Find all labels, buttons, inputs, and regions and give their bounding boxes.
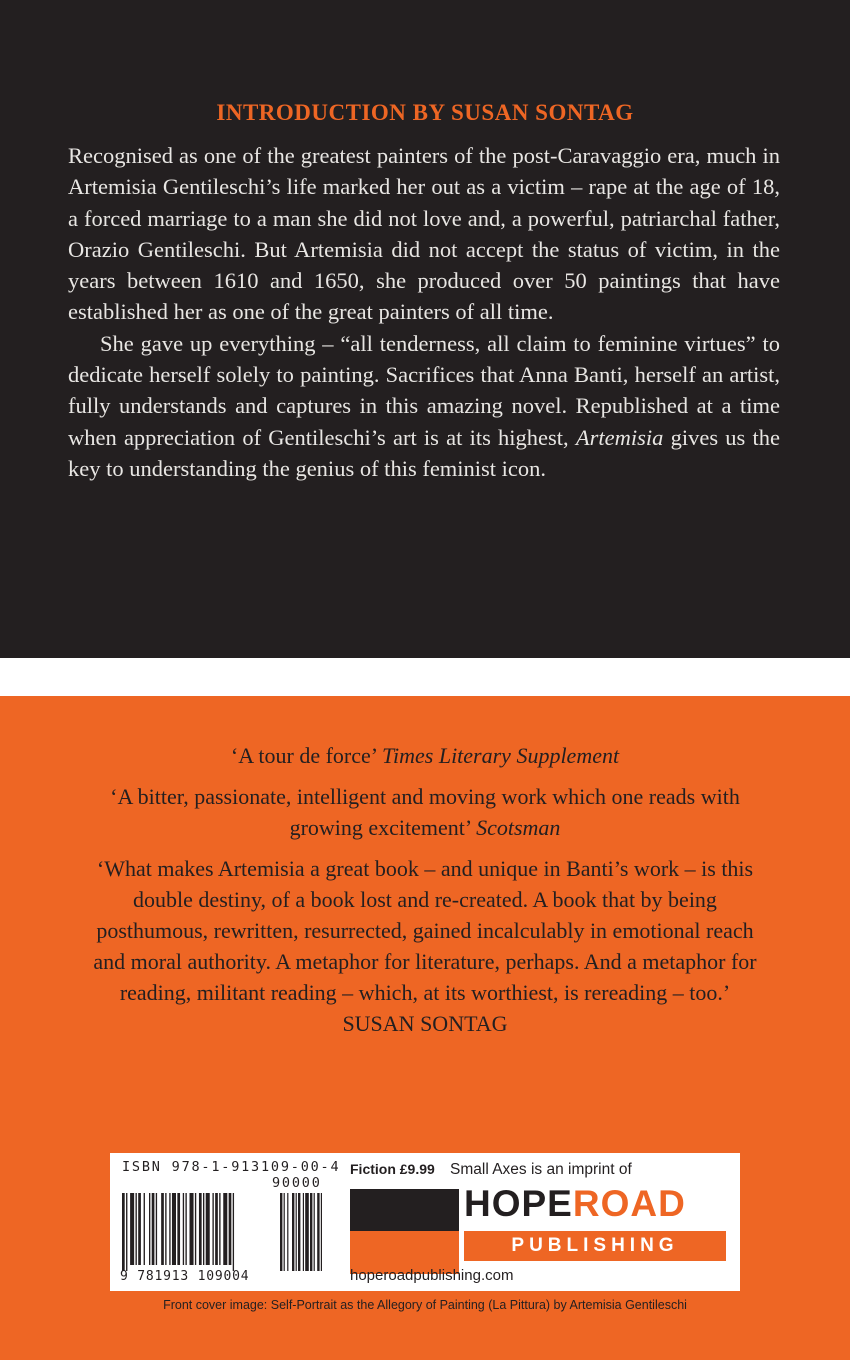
barcode-digits: 9 781913 109004	[120, 1269, 250, 1284]
quote-source: Times Literary Supplement	[381, 743, 620, 768]
quote-source: Scotsman	[476, 815, 561, 840]
isbn-label: ISBN 978-1-913109-00-4	[122, 1159, 341, 1175]
book-title: Artemisia	[575, 424, 664, 450]
quote-text: ‘A tour de force’	[230, 743, 382, 768]
cover-image-credit: Front cover image: Self-Portrait as the Allegory of Painting (La Pittura) by Artemisia Gentileschi	[163, 1298, 687, 1312]
barcode-box	[110, 1153, 740, 1291]
quote-text: ‘What makes Artemisia a great book – and unique in Banti’s work – is this double destiny, of a book lost and re-created. A book that by being posthumous, rewritten, resurrected, gained incalculably in emotional reach and moral authority. A metaphor for literature, perhaps. And a metaphor for reading, militant reading – which, at its worthiest, is rereading – too.’	[93, 856, 757, 1005]
blurb-paragraph-1: Recognised as one of the greatest painters of the post-Caravaggio era, much in Artemisia Gentileschi’s life marked her out as a victim – rape at the age of 18, a forced marriage to a man she did not love and, a powerful, patriarchal father, Orazio Gentileschi. But Artemisia did not accept the status of victim, in the years between 1610 and 1650, she produced over 50 paintings that have established her as one of the great painters of all time.	[68, 143, 780, 325]
logo-black-block	[350, 1189, 459, 1231]
price-addon-code: 90000	[272, 1175, 322, 1191]
publisher-logo	[464, 1181, 686, 1227]
quote-text: ‘A bitter, passionate, intelligent and moving work which one reads with growing excitement’	[110, 784, 740, 840]
blurb-paragraph-2-start: She gave up everything – “all tenderness, all claim to feminine virtues” to dedicate herself solely to painting. Sacrifices that Anna Banti, herself an artist, fully understands and captures in this amazing novel. Republished at a time when appreciation of Gentileschi’s art is at its highest,	[68, 330, 780, 450]
review-quotes	[90, 740, 760, 1039]
review-quote-1	[90, 740, 760, 771]
intro-heading: INTRODUCTION BY SUSAN SONTAG	[216, 100, 634, 125]
quote-source: SUSAN SONTAG	[342, 1011, 508, 1036]
review-quote-3	[90, 853, 760, 1039]
white-band	[0, 658, 850, 696]
price-label: Fiction £9.99	[350, 1161, 435, 1177]
imprint-note: Small Axes is an imprint of	[450, 1161, 632, 1178]
logo-part-1: HOPE	[464, 1183, 573, 1224]
blurb-paragraph-2	[68, 328, 780, 484]
barcode-icon	[120, 1193, 340, 1271]
publisher-website: hoperoadpublishing.com	[350, 1267, 514, 1284]
blurb	[68, 140, 780, 484]
review-quote-2	[90, 781, 760, 843]
logo-subtitle: PUBLISHING	[464, 1231, 726, 1261]
blurb-paragraph-2-end: gives us the key to understanding the genius of this feminist icon.	[68, 424, 780, 481]
logo-part-2: ROAD	[572, 1183, 686, 1224]
